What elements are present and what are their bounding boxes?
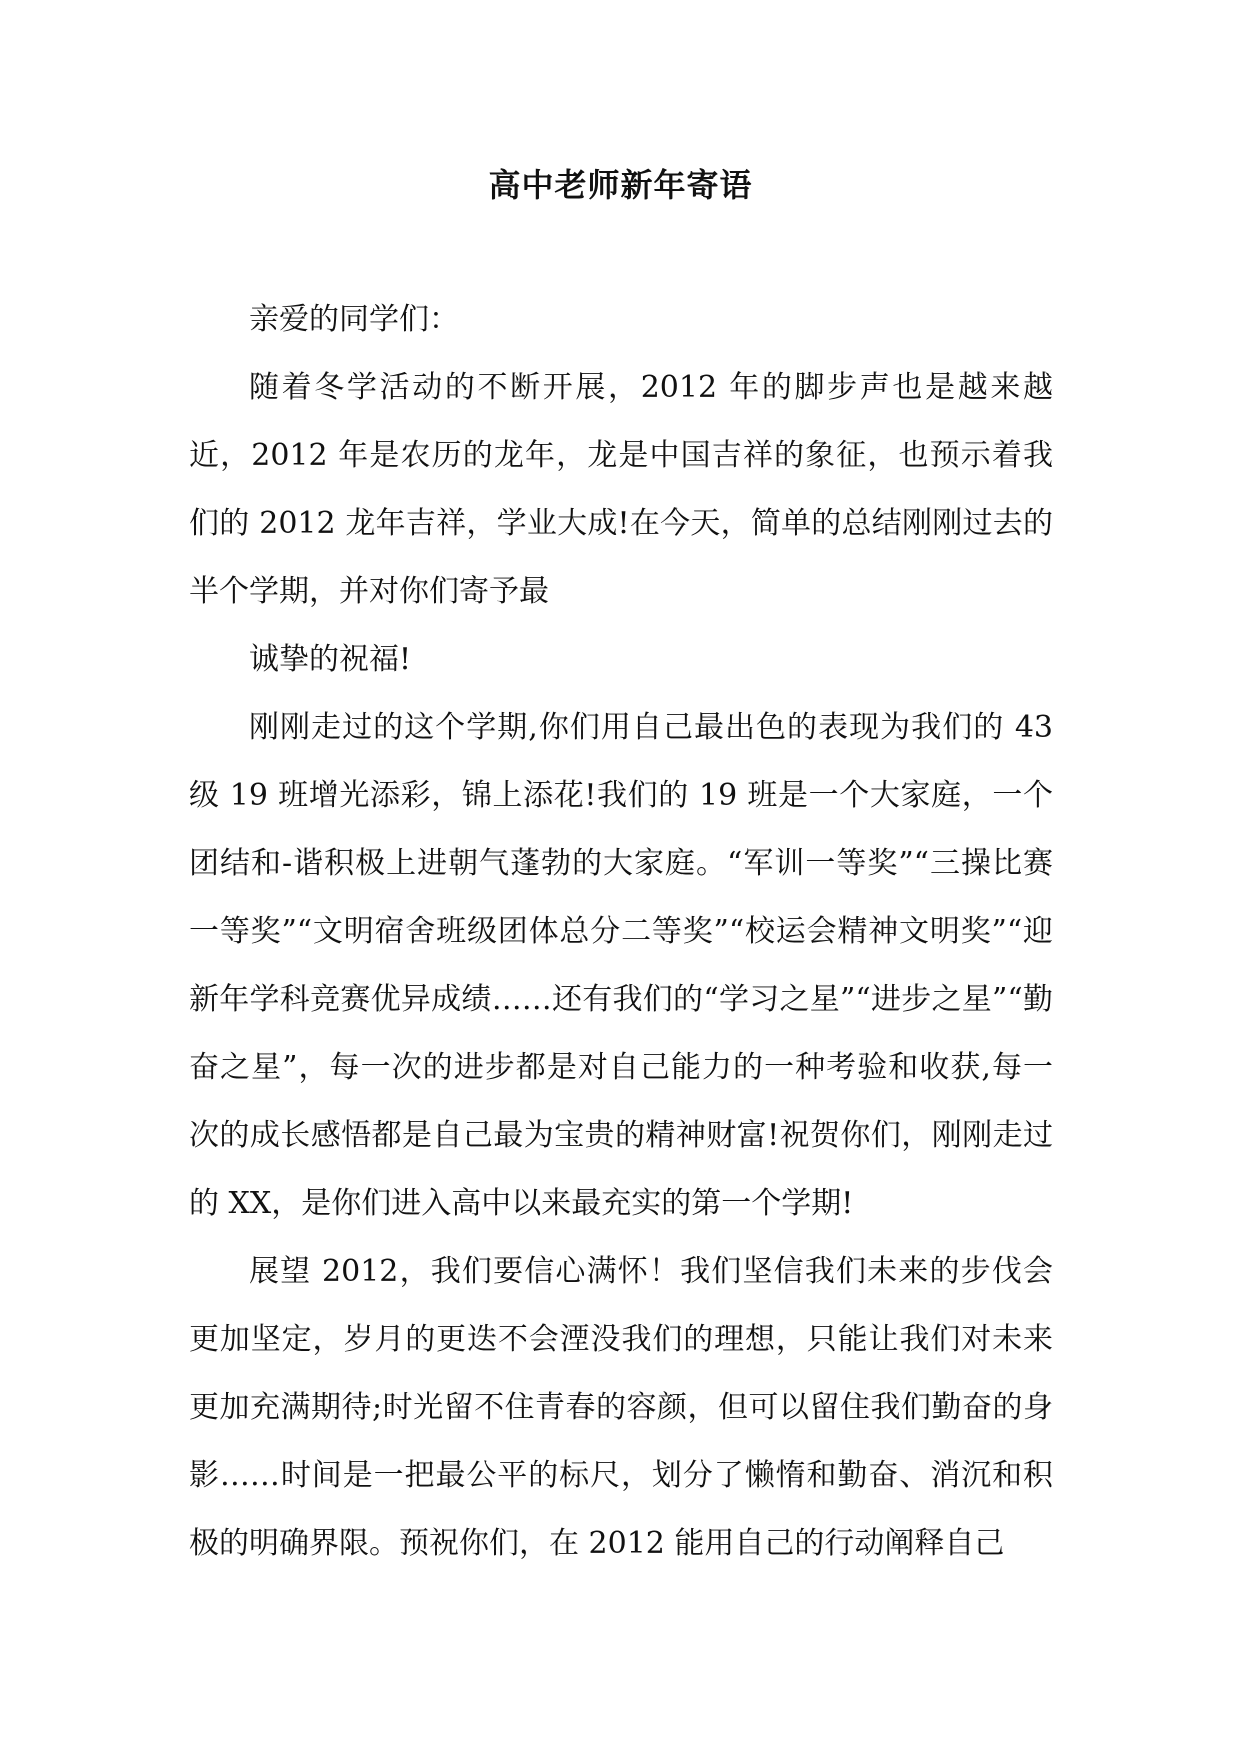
- paragraph-review: 刚刚走过的这个学期,你们用自己最出色的表现为我们的 43 级 19 班增光添彩，锦上添花!我们的 19 班是一个大家庭，一个团结和-谐积极上进朝气蓬勃的大家庭。“军训一等奖”“三操比赛一等奖”“文明宿舍班级团体总分二等奖”“校运会精神文明奖”“迎新年学科竞赛优异成绩……还有我们的“学习之星”“进步之星”“勤奋之星”，每一次的进步都是对自己能力的一种考验和收获,每一次的成长感悟都是自己最为宝贵的精神财富!祝贺你们，刚刚走过的 XX，是你们进入高中以来最充实的第一个学期!: [189, 710, 1053, 1221]
- paragraph-intro: 随着冬学活动的不断开展，2012 年的脚步声也是越来越近，2012 年是农历的龙年，龙是中国吉祥的象征，也预示着我们的 2012 龙年吉祥，学业大成!在今天，简单的总结刚刚过去的半个学期，并对你们寄予最: [189, 370, 1053, 609]
- paragraph-greeting: 亲爱的同学们：: [249, 302, 459, 337]
- document-body: [189, 286, 1053, 1578]
- document-title: 高中老师新年寄语: [488, 166, 753, 204]
- paragraph-blessing: 诚挚的祝福!: [249, 642, 412, 677]
- paragraph-outlook: 展望 2012，我们要信心满怀！我们坚信我们未来的步伐会更加坚定，岁月的更迭不会湮没我们的理想，只能让我们对未来更加充满期待;时光留不住青春的容颜，但可以留住我们勤奋的身影……时间是一把最公平的标尺，划分了懒惰和勤奋、消沉和积极的明确界限。预祝你们，在 2012 能用自己的行动阐释自己: [189, 1254, 1053, 1561]
